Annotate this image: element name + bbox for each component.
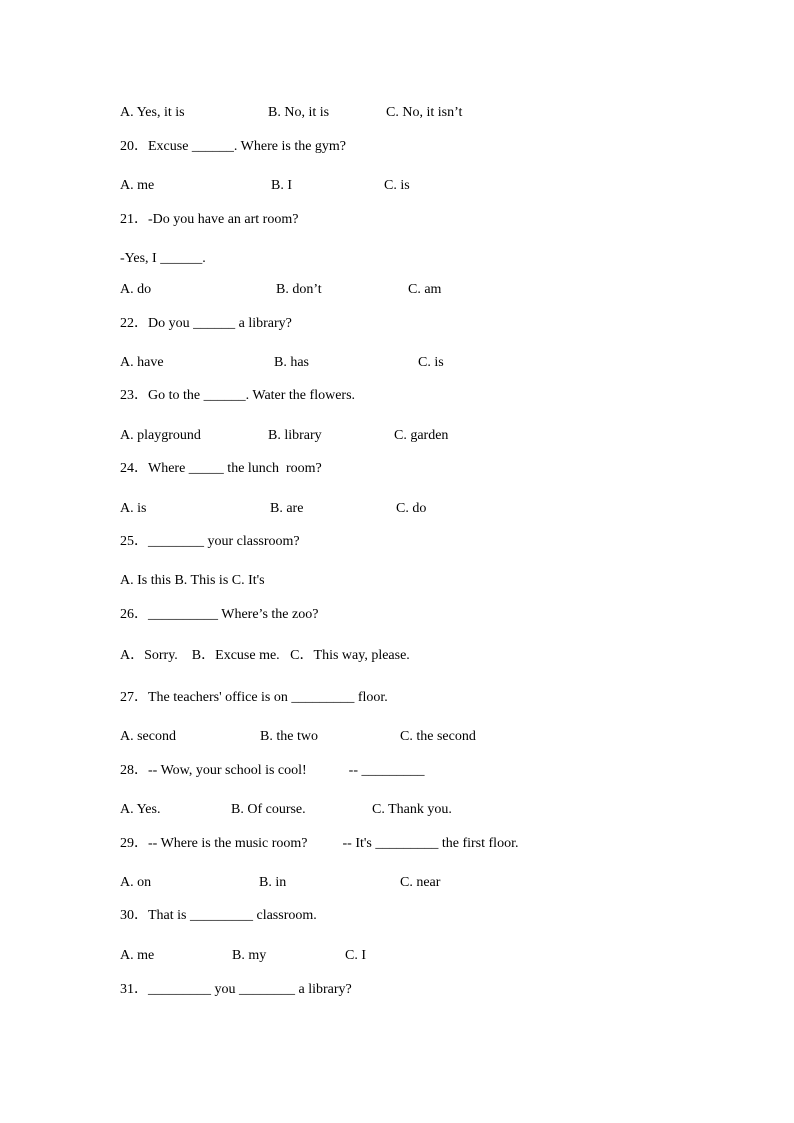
- answer-option: C. garden: [394, 428, 449, 443]
- answer-option: C. No, it isn’t: [386, 105, 463, 120]
- answer-options: [120, 874, 720, 892]
- answer-option: A. do: [120, 282, 152, 297]
- answer-options: [120, 728, 720, 746]
- answer-option: C. near: [400, 875, 441, 890]
- answer-option: A. playground: [120, 428, 201, 443]
- answer-option: A. me: [120, 948, 155, 963]
- question-line: 29．-- Where is the music room? -- It's _________ the first floor.: [120, 836, 519, 851]
- answer-option: A. me: [120, 178, 155, 193]
- answer-options: [120, 500, 720, 518]
- answer-option: C. do: [396, 501, 427, 516]
- question-line: 21．-Do you have an art room?: [120, 212, 299, 227]
- answer-option: B. don’t: [276, 282, 322, 297]
- answer-option: A. second: [120, 729, 176, 744]
- question-line: A. Is this B. This is C. It's: [120, 573, 265, 588]
- answer-option: C. Thank you.: [372, 802, 452, 817]
- question-line: 22．Do you ______ a library?: [120, 316, 292, 331]
- question-line: 30．That is _________ classroom.: [120, 908, 317, 923]
- answer-option: B. library: [268, 428, 322, 443]
- answer-option: B. No, it is: [268, 105, 330, 120]
- answer-option: A. Yes.: [120, 802, 161, 817]
- answer-option: C. I: [345, 948, 366, 963]
- answer-option: B. the two: [260, 729, 318, 744]
- question-line: A．Sorry. B．Excuse me. C．This way, please.: [120, 648, 410, 663]
- question-line: 27．The teachers' office is on _________ floor.: [120, 690, 388, 705]
- answer-option: B. has: [274, 355, 309, 370]
- answer-options: [120, 947, 720, 965]
- answer-options: [120, 801, 720, 819]
- answer-option: A. have: [120, 355, 164, 370]
- answer-options: [120, 104, 720, 122]
- answer-option: C. is: [418, 355, 444, 370]
- answer-options: [120, 177, 720, 195]
- question-line: 28．-- Wow, your school is cool! -- _________: [120, 763, 425, 778]
- answer-option: C. is: [384, 178, 410, 193]
- question-line: 24．Where _____ the lunch room?: [120, 461, 322, 476]
- answer-option: B. are: [270, 501, 304, 516]
- answer-options: [120, 427, 720, 445]
- question-line: 20．Excuse ______. Where is the gym?: [120, 139, 347, 154]
- question-line: 23．Go to the ______. Water the flowers.: [120, 388, 356, 403]
- question-line: -Yes, I ______.: [120, 251, 206, 266]
- answer-options: [120, 354, 720, 372]
- answer-options: [120, 281, 720, 299]
- answer-option: B. my: [232, 948, 267, 963]
- answer-option: C. am: [408, 282, 442, 297]
- answer-option: B. I: [271, 178, 292, 193]
- answer-option: A. on: [120, 875, 152, 890]
- question-line: 25．________ your classroom?: [120, 534, 300, 549]
- answer-option: A. Yes, it is: [120, 105, 185, 120]
- answer-option: C. the second: [400, 729, 476, 744]
- question-line: 26．__________ Where’s the zoo?: [120, 607, 319, 622]
- answer-option: B. in: [259, 875, 287, 890]
- answer-option: A. is: [120, 501, 147, 516]
- answer-option: B. Of course.: [231, 802, 306, 817]
- question-line: 31．_________ you ________ a library?: [120, 982, 352, 997]
